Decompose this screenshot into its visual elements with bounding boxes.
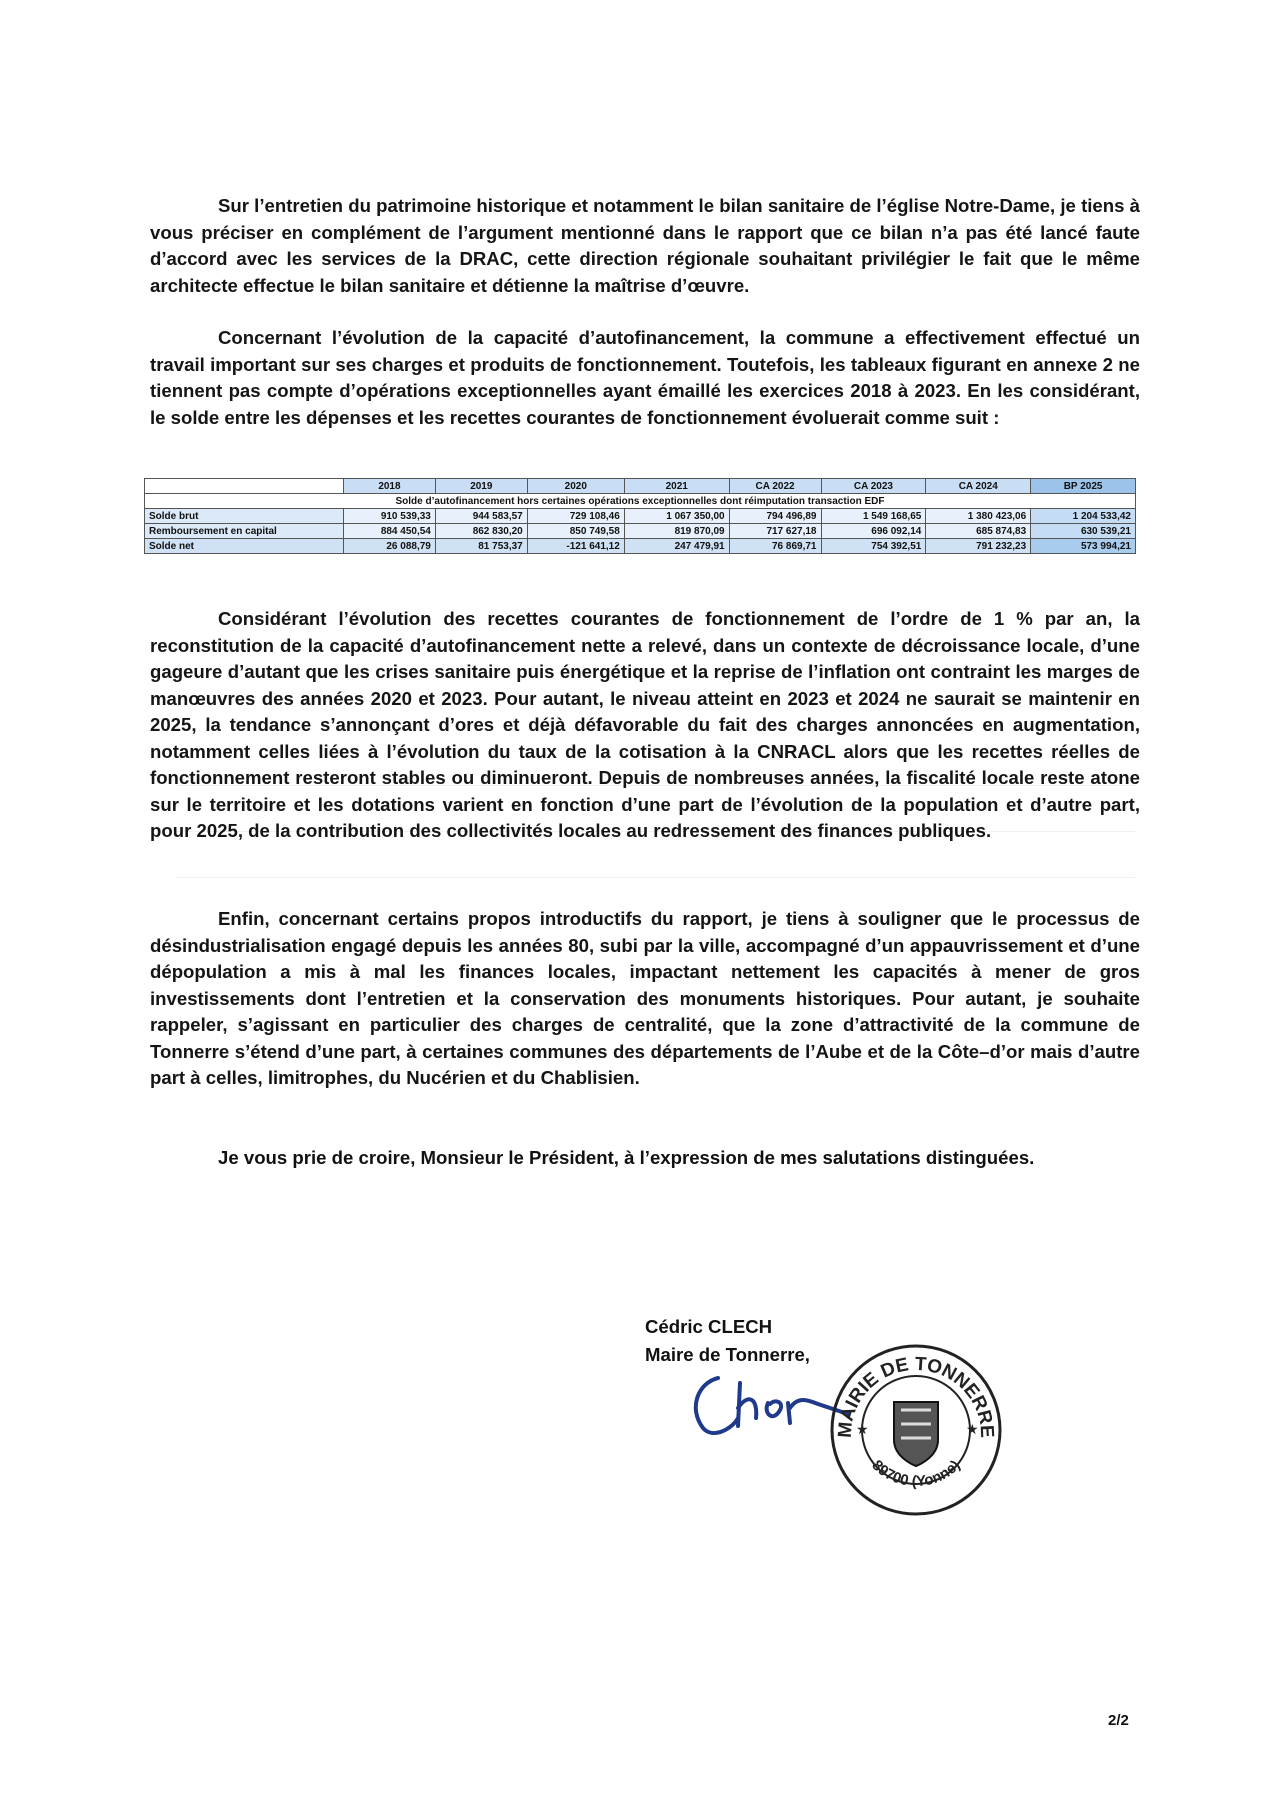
table-cell: 862 830,20	[435, 524, 527, 539]
table-cell: 754 392,51	[821, 539, 926, 554]
signer-role: Maire de Tonnerre,	[645, 1344, 810, 1365]
paragraph-recettes: Considérant l’évolution des recettes courantes de fonctionnement de l’ordre de 1 % par an, la reconstitution de la capacité d’autofinancement nette a relevé, dans un contexte de décroissance locale, d’une gageure d’autant que les crises sanitaire puis énergétique et la reprise de l’inflation ont contraint les marges de manœuvres des années 2020 et 2023. Pour autant, le niveau atteint en 2023 et 2024 ne saurait se maintenir en 2025, la tendance s’annonçant d’ores et déjà défavorable du fait des charges annoncées en augmentation, notamment celles liées à l’évolution du taux de la cotisation à la CNRACL alors que les recettes réelles de fonctionnement resteront stables ou diminueront. Depuis de nombreuses années, la fiscalité locale reste atone sur le territoire et les dotations varient en fonction d’une part de l’évolution de la population et d’autre part, pour 2025, de la contribution des collectivités locales au redressement des finances publiques.	[150, 608, 1140, 841]
show-through-text	[175, 760, 1135, 1660]
table-header-cell: 2021	[624, 479, 729, 494]
paragraph-patrimoine: Sur l’entretien du patrimoine historique et notamment le bilan sanitaire de l’église Notre-Dame, je tiens à vous préciser en complément de l’argument mentionné dans le rapport que ce bilan n’a pas été lancé faute d’accord avec les services de la DRAC, cette direction régionale souhaitant privilégier le fait que le même architecte effectue le bilan sanitaire et détienne la maîtrise d’œuvre.	[150, 195, 1140, 296]
table-cell: 1 549 168,65	[821, 509, 926, 524]
table-cell: -121 641,12	[527, 539, 624, 554]
table-cell: 729 108,46	[527, 509, 624, 524]
seal-bottom-text: 89700 (Yonne)	[868, 1456, 964, 1491]
table-cell: 1 380 423,06	[926, 509, 1031, 524]
paragraph-desindustrialisation: Enfin, concernant certains propos introductifs du rapport, je tiens à souligner que le processus de désindustrialisation engagé depuis les années 80, subi par la ville, accompagné d’un appauvrissement et d’une dépopulation a mis à mal les finances locales, impactant nettement les capacités à mener de gros investissements dont l’entretien et la conservation des monuments historiques. Pour autant, je souhaite rappeler, s’agissant en particulier des charges de centralité, que la zone d’attractivité de la commune de Tonnerre s’étend d’une part, à certaines communes des départements de l’Aube et de la Côte–d’or mais d’autre part à celles, limitrophes, du Nucérien et du Chablisien.	[150, 908, 1140, 1088]
table-cell: 1 204 533,42	[1031, 509, 1136, 524]
table-cell: 717 627,18	[729, 524, 821, 539]
town-hall-seal	[826, 1340, 1006, 1520]
table-header-cell: 2019	[435, 479, 527, 494]
table-row	[145, 524, 1136, 539]
table-cell: 884 450,54	[344, 524, 436, 539]
paragraph-autofinancement: Concernant l’évolution de la capacité d’autofinancement, la commune a effectivement effectué un travail important sur ses charges et produits de fonctionnement. Toutefois, les tableaux figurant en annexe 2 ne tiennent pas compte d’opérations exceptionnelles ayant émaillé les exercices 2018 à 2023. En les considérant, le solde entre les dépenses et les recettes courantes de fonctionnement évoluerait comme suit :	[150, 327, 1140, 428]
table-cell: 81 753,37	[435, 539, 527, 554]
table-header-cell: CA 2023	[821, 479, 926, 494]
table-header-row	[145, 479, 1136, 494]
table-cell: 573 994,21	[1031, 539, 1136, 554]
table-cell: 1 067 350,00	[624, 509, 729, 524]
table-cell: 910 539,33	[344, 509, 436, 524]
table-header-cell: BP 2025	[1031, 479, 1136, 494]
row-label: Solde brut	[145, 509, 344, 524]
table-header-cell: CA 2022	[729, 479, 821, 494]
table-caption-row	[145, 494, 1136, 509]
table-caption: Solde d’autofinancement hors certaines opérations exceptionnelles dont réimputation transaction EDF	[145, 494, 1136, 509]
page-number: 2/2	[1108, 1712, 1129, 1729]
table-header-cell: 2018	[344, 479, 436, 494]
table-cell: 944 583,57	[435, 509, 527, 524]
signer-name: Cédric CLECH	[645, 1316, 773, 1337]
seal-text: MAIRIE DE TONNERRE	[834, 1353, 998, 1439]
table-row	[145, 509, 1136, 524]
table-header-cell	[145, 479, 344, 494]
table-cell: 791 232,23	[926, 539, 1031, 554]
table-cell: 76 869,71	[729, 539, 821, 554]
table-row	[145, 539, 1136, 554]
svg-text:★: ★	[966, 1421, 979, 1437]
table-cell: 696 092,14	[821, 524, 926, 539]
table-cell: 819 870,09	[624, 524, 729, 539]
table-cell: 26 088,79	[344, 539, 436, 554]
row-label: Remboursement en capital	[145, 524, 344, 539]
svg-text:★: ★	[856, 1421, 869, 1437]
table-header-cell: CA 2024	[926, 479, 1031, 494]
autofinancement-table	[144, 478, 1136, 554]
table-cell: 630 539,21	[1031, 524, 1136, 539]
table-header-cell: 2020	[527, 479, 624, 494]
closing-formula: Je vous prie de croire, Monsieur le Président, à l’expression de mes salutations distinguées.	[218, 1147, 1035, 1168]
table-cell: 850 749,58	[527, 524, 624, 539]
table-cell: 685 874,83	[926, 524, 1031, 539]
table-cell: 247 479,91	[624, 539, 729, 554]
table-cell: 794 496,89	[729, 509, 821, 524]
row-label: Solde net	[145, 539, 344, 554]
